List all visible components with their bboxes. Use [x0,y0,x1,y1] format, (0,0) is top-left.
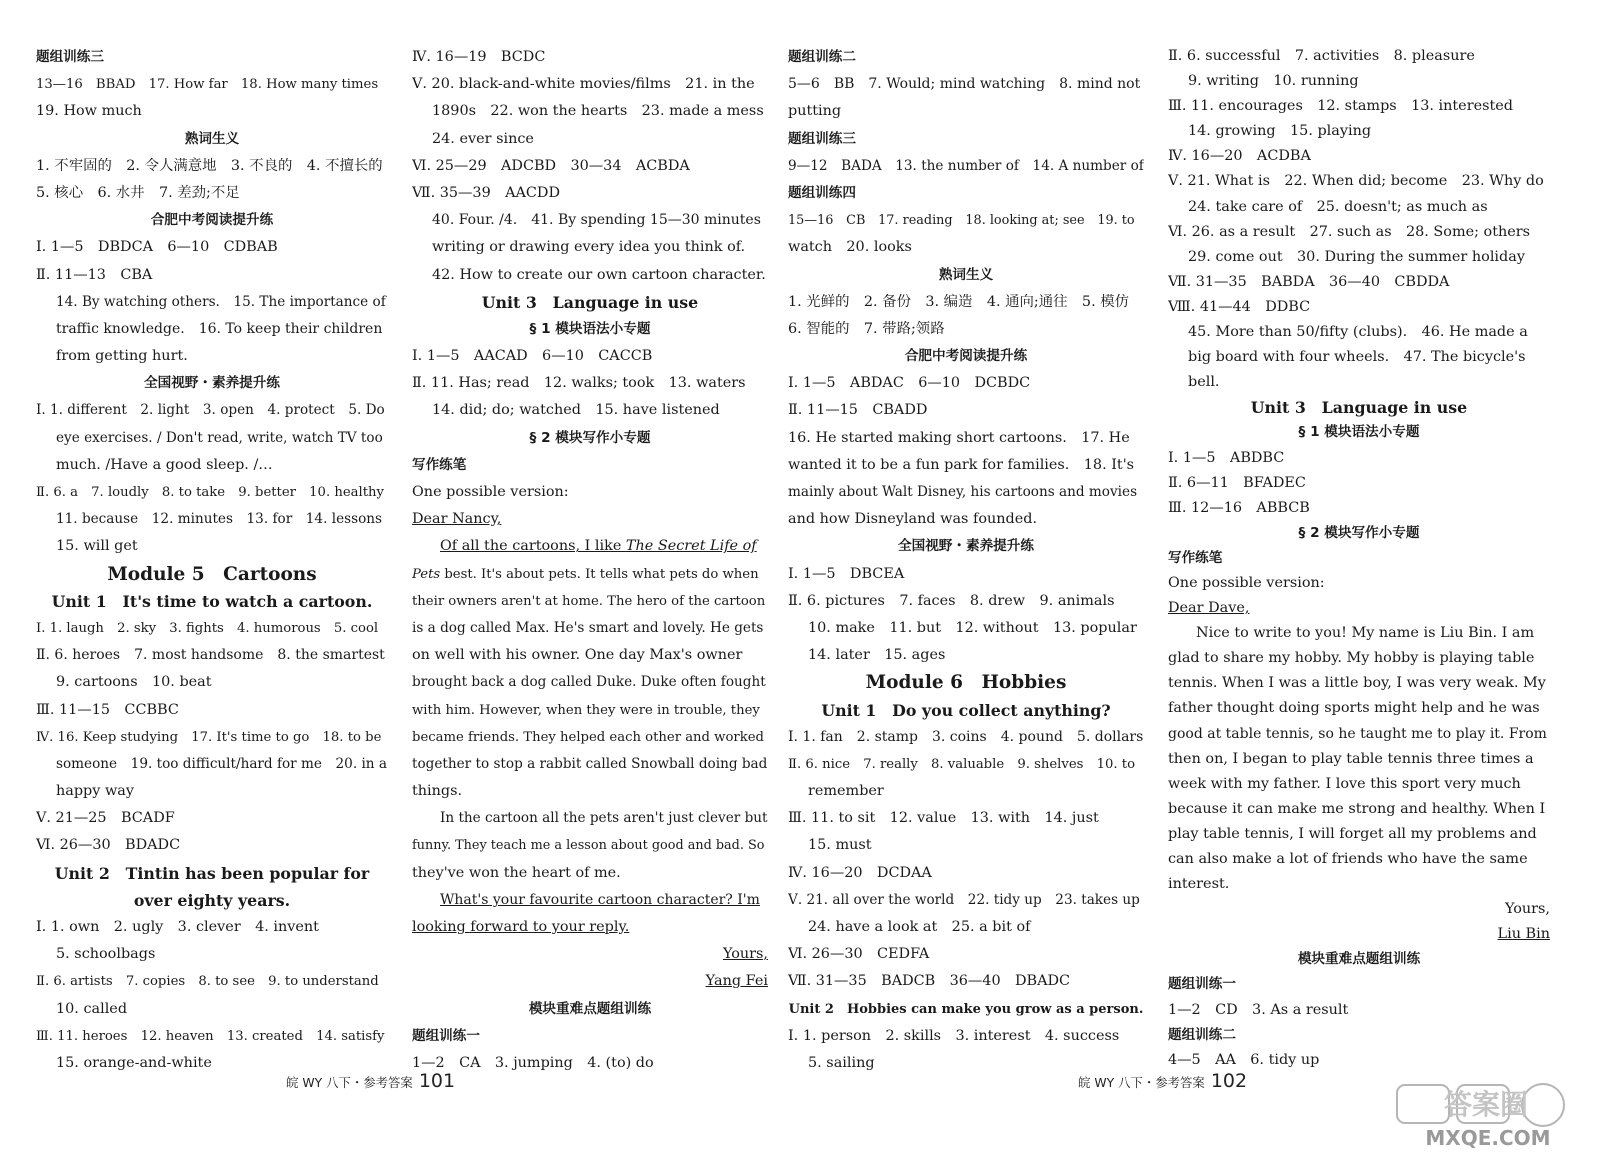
watermark-logo [1393,1081,1583,1149]
text-line: bell. [1188,374,1220,391]
text-line: Ⅱ. 6. artists 7. copies 8. to see 9. to understand [36,974,379,990]
text-line: things. [412,783,463,800]
text-line: big board with four wheels. 47. The bicycle's [1188,349,1526,366]
text-line: 15. must [808,837,872,854]
text-line: funny. They teach me a lesson about good and bad. So [412,838,765,854]
text-line: Unit 1 It's time to watch a cartoon. [51,591,373,611]
text-line: traffic knowledge. 16. To keep their children [56,320,383,337]
text-line: 9. cartoons 10. beat [56,674,212,691]
page-footer-right [1078,1070,1247,1092]
text-line: wanted it to be a fun park for families. 18. It's [788,456,1135,473]
text-line: Ⅵ. 26—30 BDADC [36,837,181,854]
text-line: Yours, [1504,901,1550,918]
text-line: One possible version: [1168,574,1325,591]
text-line: 1—2 CA 3. jumping 4. (to) do [412,1054,654,1071]
text-line: Module 6 Hobbies [865,672,1067,694]
text-line: 24. have a look at 25. a bit of [808,919,1031,935]
text-line: Unit 2 Hobbies can make you grow as a person. [788,1001,1144,1017]
text-line: 题组训练三 [788,130,856,147]
text-line: Ⅰ. 1. person 2. skills 3. interest 4. success [788,1027,1120,1044]
text-line: 模块重难点题组训练 [528,1000,652,1017]
text-line: Ⅰ. 1. different 2. light 3. open 4. protect 5. Do [36,402,385,419]
text-line: Ⅵ. 26. as a result 27. such as 28. Some; others [1168,223,1531,240]
text-line: 写作练笔 [412,456,467,473]
text-line: from getting hurt. [56,348,188,365]
text-line: 题组训练四 [788,184,856,201]
text-line: Ⅱ. 11—15 CBADD [788,402,928,419]
text-line: 熟词生义 [938,266,994,283]
text-line: 1. 不牢固的 2. 令人满意地 3. 不良的 4. 不擅长的 [36,157,383,174]
text-line: 42. How to create our own cartoon character. [432,266,766,283]
text-line: Ⅳ. 16. Keep studying 17. It's time to go 18. to be [36,729,382,745]
text-line: 14. did; do; watched 15. have listened [432,402,720,419]
text-line: tennis. When I was a little boy, I was very weak. My [1168,675,1546,692]
text-line: 11. because 12. minutes 13. for 14. lessons [56,511,382,528]
text-line: 9. writing 10. running [1188,73,1359,90]
text-line: writing or drawing every idea you think of. [432,239,746,256]
text-line: became friends. They helped each other and worked [412,729,764,745]
text-line: 14. By watching others. 15. The importance of [56,293,386,310]
column-1 [36,44,388,1077]
text-line: Dear Dave, [1168,600,1250,617]
text-line: In the cartoon all the pets aren't just clever but [440,810,768,827]
text-line: Unit 1 Do you collect anything? [821,700,1111,720]
text-line: 1890s 22. won the hearts 23. made a mess [432,103,764,120]
text-line: Ⅰ. 1—5 DBCEA [788,565,905,582]
text-line: Ⅵ. 25—29 ADCBD 30—34 ACBDA [412,157,690,174]
text-line: 40. Four. /4. 41. By spending 15—30 minutes [432,212,761,229]
text-line: Ⅱ. 6—11 BFADEC [1168,474,1306,491]
text-line: Pets best. It's about pets. It tells what pets do when [412,566,759,582]
text-line: looking forward to your reply. [412,919,630,935]
text-line: 合肥中考阅读提升练 [150,212,274,229]
text-line: because it can make me strong and healthy. When I [1168,800,1546,817]
text-line: mainly about Walt Disney, his cartoons and movies [788,484,1138,500]
text-line: Ⅳ. 16—20 ACDBA [1168,148,1311,165]
text-line: 15. orange-and-white [56,1054,212,1071]
text-line: putting [788,103,842,120]
watermark-text: 答案圈 [1443,1088,1529,1121]
text-line: remember [808,783,884,800]
text-line: 4—5 AA 6. tidy up [1168,1051,1320,1068]
text-line: their owners aren't at home. The hero of the cartoon [412,593,766,609]
text-line: happy way [56,783,135,800]
text-line: Ⅰ. 1. fan 2. stamp 3. coins 4. pound 5. dollars [788,728,1144,745]
page-number: 102 [1210,1070,1248,1092]
text-line: Ⅰ. 1—5 AACAD 6—10 CACCB [412,348,653,365]
text-line: 模块重难点题组训练 [1297,951,1421,968]
text-line: then on, I began to play table tennis three times a [1168,750,1534,767]
text-line: 29. come out 30. During the summer holiday [1188,248,1525,265]
text-line: 6. 智能的 7. 带路;领路 [788,320,945,337]
text-line: 1. 光鲜的 2. 备份 3. 编造 4. 通向;通往 5. 模仿 [788,293,1130,310]
text-line: over eighty years. [133,890,291,910]
text-line: 1—2 CD 3. As a result [1168,1001,1349,1018]
text-line: 全国视野・素养提升练 [144,375,280,392]
text-line: Ⅱ. 6. heroes 7. most handsome 8. the smartest [36,647,385,664]
footer-label: 皖 WY 八下・参考答案 [286,1075,413,1090]
text-line: § 2 模块写作小专题 [529,429,651,446]
text-line: Ⅶ. 35—39 AACDD [412,184,560,201]
text-line: § 2 模块写作小专题 [1298,524,1420,541]
text-line: 9—12 BADA 13. the number of 14. A number of [788,157,1144,174]
text-line: 15. will get [56,538,138,555]
text-line: eye exercises. / Don't read, write, watch TV too [56,429,383,446]
text-line: much. /Have a good sleep. /… [56,456,273,473]
text-line: Ⅰ. 1—5 ABDAC 6—10 DCBDC [788,375,1031,392]
text-line: Ⅰ. 1—5 ABDBC [1168,449,1285,466]
text-line: 5. schoolbags [56,946,156,963]
text-line: Ⅱ. 11—13 CBA [36,266,153,283]
text-line: interest. [1168,876,1230,893]
text-line: watch 20. looks [788,239,912,256]
text-line: 5. 核心 6. 水井 7. 差劲;不足 [36,184,240,201]
text-line: 16. He started making short cartoons. 17. He [788,429,1130,446]
text-line: Yang Fei [705,973,768,990]
text-line: Ⅲ. 11. to sit 12. value 13. with 14. just [788,810,1099,827]
text-line: 15—16 CB 17. reading 18. looking at; see 19. to [788,213,1135,229]
text-line: Unit 3 Language in use [1250,398,1468,418]
text-line: week with my father. I love this sport very much [1168,775,1521,792]
text-line: Ⅴ. 21. all over the world 22. tidy up 23. takes up [788,891,1140,908]
watermark-url: MXQE.COM [1425,1126,1551,1149]
text-line: 13—16 BBAD 17. How far 18. How many times [36,77,379,93]
text-line: father thought doing sports might help and he was [1168,700,1540,717]
text-line: 题组训练二 [788,49,856,65]
text-line: Ⅱ. 6. pictures 7. faces 8. drew 9. animals [788,592,1115,609]
page-number: 101 [418,1070,456,1092]
text-line: What's your favourite cartoon character? I'm [440,891,760,908]
text-line: Ⅰ. 1. laugh 2. sky 3. fights 4. humorous 5. cool [36,620,379,636]
text-line: 题组训练三 [36,49,104,65]
text-line: Unit 3 Language in use [481,292,699,312]
text-line: is a dog called Max. He's smart and lovely. He gets [412,619,764,636]
text-line: Ⅷ. 41—44 DDBC [1168,298,1311,315]
text-line: 写作练笔 [1168,549,1223,566]
text-line: 题组训练一 [412,1027,480,1044]
text-line: 45. More than 50/fifty (clubs). 46. He made a [1188,324,1528,341]
text-line: someone 19. too difficult/hard for me 20. in a [56,755,387,772]
text-line: can also make a lot of friends who have the same [1168,851,1528,867]
text-line: 合肥中考阅读提升练 [904,348,1028,365]
text-line: Ⅲ. 12—16 ABBCB [1168,499,1310,516]
text-line: Ⅳ. 16—20 DCDAA [788,864,932,881]
text-line: they've won the heart of me. [412,864,621,881]
text-line: 熟词生义 [184,130,240,147]
text-line: Ⅱ. 6. nice 7. really 8. valuable 9. shelves 10. to [788,756,1136,772]
text-line: 题组训练二 [1168,1026,1236,1043]
text-line: glad to share my hobby. My hobby is playing table [1168,650,1535,667]
text-line: 全国视野・素养提升练 [898,538,1034,555]
text-line: on well with his owner. One day Max's owner [412,647,743,664]
text-line: together to stop a rabbit called Snowball doing bad [412,755,768,772]
text-line: 5. sailing [808,1054,875,1071]
text-line: 19. How much [36,103,142,120]
text-line: Unit 2 Tintin has been popular for [54,863,370,883]
text-line: 14. growing 15. playing [1188,123,1372,140]
text-line: play table tennis, I will forget all my problems and [1168,825,1537,842]
text-line: Dear Nancy, [412,511,502,528]
text-line: Ⅲ. 11. heroes 12. heaven 13. created 14. satisfy [36,1028,385,1044]
text-line: 14. later 15. ages [808,647,946,664]
text-line: Liu Bin [1497,926,1550,943]
column-4 [1168,44,1550,1073]
text-line: Yours, [722,946,768,963]
text-line: Nice to write to you! My name is Liu Bin. I am [1196,625,1535,642]
text-line: brought back a dog called Duke. Duke often fought [412,674,766,691]
column-3 [788,44,1144,1077]
text-line: § 1 模块语法小专题 [529,320,651,337]
text-line: Ⅴ. 20. black-and-white movies/films 21. in the [412,76,755,93]
text-line: Ⅵ. 26—30 CEDFA [788,946,930,963]
text-line: with him. However, when they were in trouble, they [412,702,760,718]
text-line: 5—6 BB 7. Would; mind watching 8. mind not [788,76,1141,93]
text-line: 24. ever since [432,130,534,147]
text-line: 10. make 11. but 12. without 13. popular [808,619,1137,636]
page-footer-left [286,1070,455,1092]
text-line: § 1 模块语法小专题 [1298,424,1420,441]
text-line: Of all the cartoons, I like The Secret Life of [440,538,757,555]
text-line: Ⅴ. 21. What is 22. When did; become 23. Why do [1168,173,1544,190]
text-line: and how Disneyland was founded. [788,511,1038,528]
text-line: Module 5 Cartoons [107,563,317,585]
text-line: Ⅲ. 11. encourages 12. stamps 13. interested [1168,98,1513,115]
text-line: 10. called [56,1000,128,1017]
text-line: 题组训练一 [1168,976,1236,993]
text-line: Ⅶ. 31—35 BADCB 36—40 DBADC [788,973,1071,990]
text-line: Ⅲ. 11—15 CCBBC [36,701,179,718]
text-line: Ⅳ. 16—19 BCDC [412,49,546,65]
text-line: 24. take care of 25. doesn't; as much as [1188,198,1488,215]
text-line: good at table tennis, so he taught me to play it. From [1168,725,1547,742]
text-line: One possible version: [412,484,569,500]
text-line: Ⅱ. 6. a 7. loudly 8. to take 9. better 10. healthy [36,485,384,500]
text-line: Ⅴ. 21—25 BCADF [36,810,175,827]
column-2 [412,44,768,1077]
text-line: Ⅱ. 6. successful 7. activities 8. pleasure [1168,48,1475,64]
text-line: Ⅰ. 1. own 2. ugly 3. clever 4. invent [36,919,319,935]
footer-label: 皖 WY 八下・参考答案 [1078,1075,1205,1090]
text-line: Ⅱ. 11. Has; read 12. walks; took 13. waters [412,375,746,392]
text-line: Ⅰ. 1—5 DBDCA 6—10 CDBAB [36,239,278,256]
text-line: Ⅶ. 31—35 BABDA 36—40 CBDDA [1168,273,1450,290]
